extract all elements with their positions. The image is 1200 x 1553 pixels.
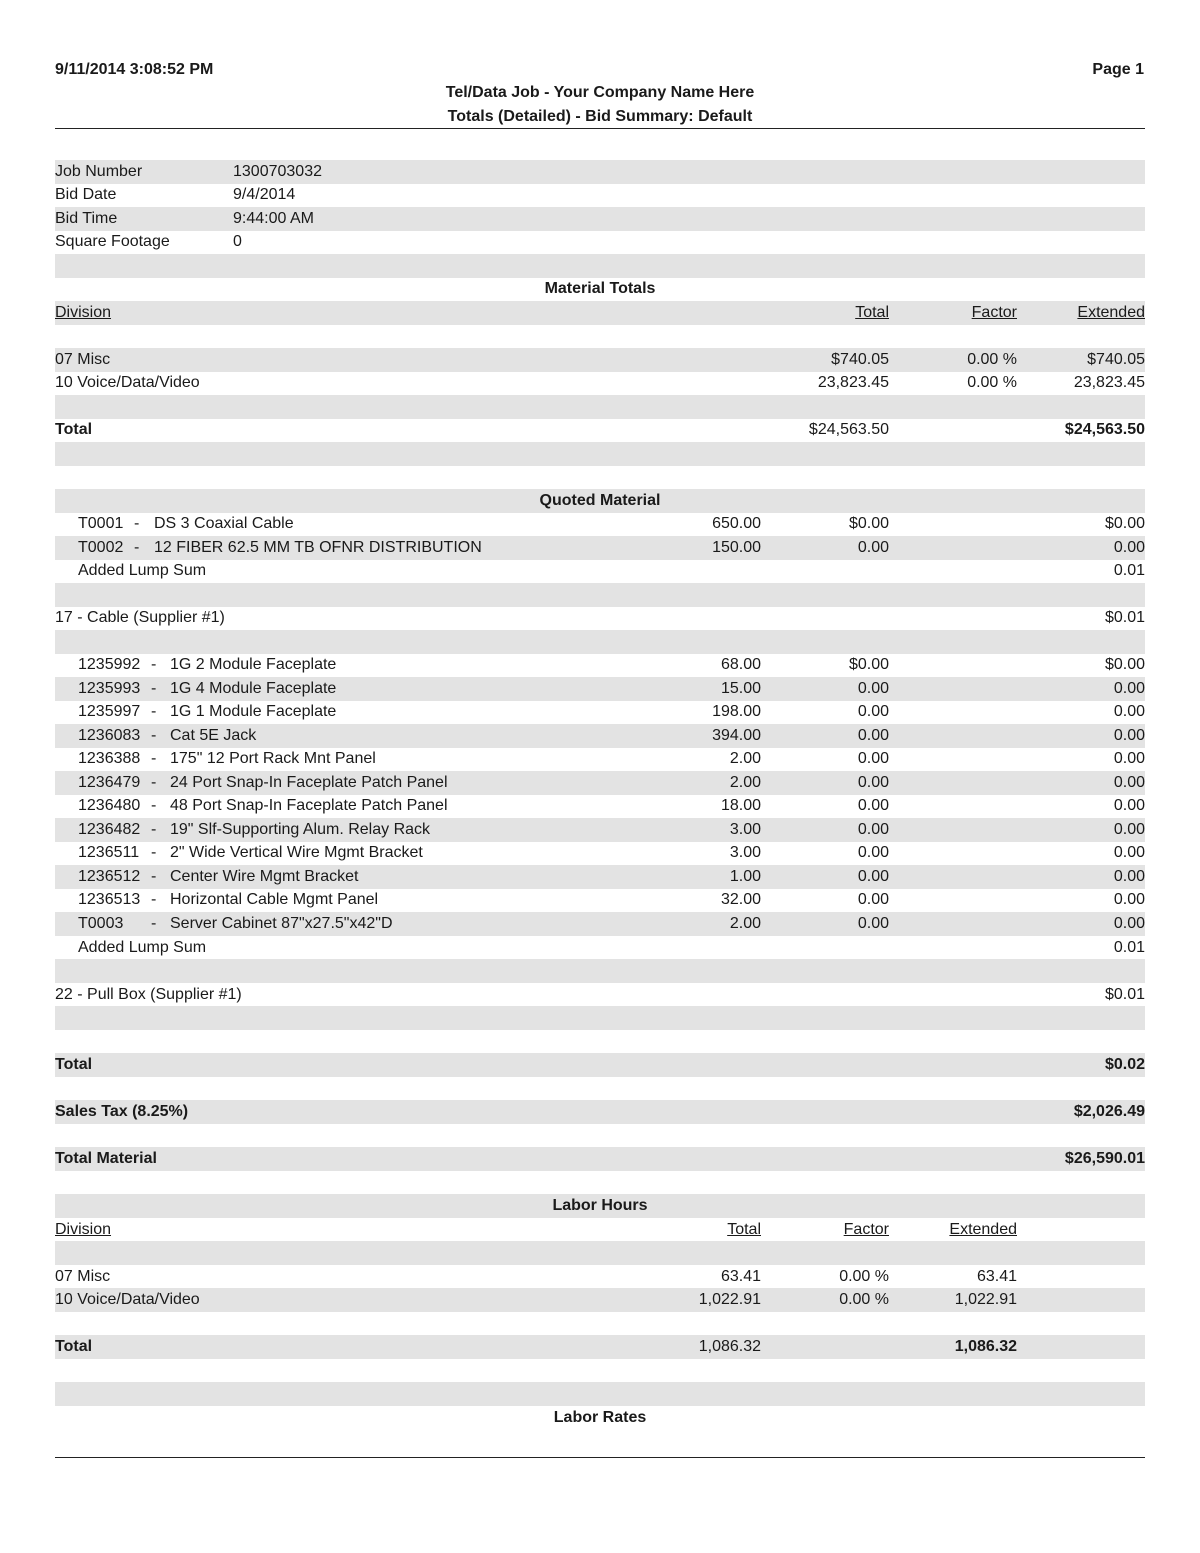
item-quantity: 2.00 (729, 914, 761, 932)
item-price: 0.00 (857, 844, 889, 861)
item-price: 0.00 (857, 820, 889, 838)
item-quantity: 18.00 (720, 797, 761, 814)
item-code: 1236083 (78, 726, 141, 744)
item-price: 0.00 (857, 773, 889, 791)
item-quantity: 2.00 (729, 773, 761, 791)
item-extended: $0.00 (1104, 515, 1145, 532)
item-quantity: 32.00 (720, 891, 761, 908)
item-quantity: 150.00 (712, 539, 761, 556)
supplier-subtotal-value: $0.01 (1104, 986, 1145, 1003)
lump-sum-value: 0.01 (1113, 939, 1145, 956)
sales-tax-label: Sales Tax (8.25%) (55, 1103, 189, 1120)
total-label: Total (55, 1338, 93, 1355)
item-description: 2" Wide Vertical Wire Mgmt Bracket (170, 844, 423, 861)
item-code: T0001 (78, 515, 124, 532)
supplier-subtotal-label: 17 - Cable (Supplier #1) (55, 609, 225, 626)
column-header-factor: Factor (971, 304, 1017, 321)
column-header-division: Division (55, 304, 112, 321)
division-name: 10 Voice/Data/Video (55, 1291, 200, 1308)
division-factor: 0.00 % (839, 1291, 889, 1308)
item-price: 0.00 (857, 891, 889, 908)
division-name: 10 Voice/Data/Video (55, 374, 200, 391)
item-separator: - (134, 539, 140, 556)
item-description: DS 3 Coaxial Cable (154, 515, 294, 532)
item-separator: - (151, 773, 157, 791)
sales-tax-value: $2,026.49 (1073, 1103, 1145, 1120)
item-extended: 0.00 (1113, 539, 1145, 556)
division-extended: $740.05 (1087, 351, 1145, 368)
column-header-total: Total (727, 1221, 761, 1238)
item-extended: 0.00 (1113, 703, 1145, 720)
item-price: 0.00 (857, 914, 889, 932)
item-price: 0.00 (857, 679, 889, 697)
footer-divider (55, 1457, 1145, 1458)
item-separator: - (151, 844, 157, 861)
division-total: 1,022.91 (698, 1291, 761, 1308)
column-header-total: Total (855, 304, 889, 321)
item-price: 0.00 (857, 703, 889, 720)
item-code: 1236480 (78, 797, 141, 814)
item-price: 0.00 (857, 797, 889, 814)
total-extended: 1,086.32 (954, 1338, 1017, 1355)
division-total: 23,823.45 (817, 374, 889, 391)
item-code: 1236388 (78, 750, 141, 767)
total-value: 1,086.32 (698, 1338, 761, 1355)
division-name: 07 Misc (55, 351, 111, 368)
section-title: Labor Hours (552, 1197, 648, 1214)
labor-rates-title: Labor Rates (553, 1409, 647, 1426)
lump-sum-value: 0.01 (1113, 562, 1145, 579)
item-separator: - (151, 679, 157, 697)
item-separator: - (151, 703, 157, 720)
column-header-extended: Extended (949, 1221, 1017, 1238)
division-extended: 63.41 (976, 1268, 1017, 1285)
item-code: 1236482 (78, 820, 141, 838)
item-price: 0.00 (857, 539, 889, 556)
item-code: 1235992 (78, 656, 141, 673)
item-separator: - (134, 515, 140, 532)
item-quantity: 3.00 (729, 844, 761, 861)
bid-date-label: Bid Date (55, 186, 117, 203)
total-material-label: Total Material (55, 1150, 157, 1167)
item-code: 1236512 (78, 867, 141, 885)
item-quantity: 3.00 (729, 820, 761, 838)
item-separator: - (151, 750, 157, 767)
header-divider (55, 128, 1145, 129)
total-label: Total (55, 421, 93, 438)
item-separator: - (151, 891, 157, 908)
item-quantity: 198.00 (712, 703, 761, 720)
column-header-factor: Factor (843, 1221, 889, 1238)
report-title: Tel/Data Job - Your Company Name Here (445, 84, 755, 101)
item-separator: - (151, 867, 157, 885)
item-extended: 0.00 (1113, 891, 1145, 908)
item-description: Server Cabinet 87"x27.5"x42"D (170, 914, 393, 932)
division-extended: 1,022.91 (954, 1291, 1017, 1308)
item-code: T0003 (78, 914, 124, 932)
item-extended: 0.00 (1113, 750, 1145, 767)
item-price: $0.00 (848, 656, 889, 673)
lump-sum-label: Added Lump Sum (78, 939, 207, 956)
item-code: 1235993 (78, 679, 141, 697)
page-number: Page 1 (1092, 61, 1144, 78)
item-price: 0.00 (857, 867, 889, 885)
item-extended: 0.00 (1113, 820, 1145, 838)
division-factor: 0.00 % (967, 351, 1017, 368)
item-description: 24 Port Snap-In Faceplate Patch Panel (170, 773, 448, 791)
item-quantity: 2.00 (729, 750, 761, 767)
item-quantity: 394.00 (712, 726, 761, 744)
section-title: Material Totals (544, 280, 656, 297)
item-description: 1G 4 Module Faceplate (170, 679, 337, 697)
item-extended: 0.00 (1113, 844, 1145, 861)
column-header-extended: Extended (1077, 304, 1145, 321)
division-total: 63.41 (720, 1268, 761, 1285)
total-material-value: $26,590.01 (1064, 1150, 1145, 1167)
bid-time-value: 9:44:00 AM (233, 210, 314, 227)
item-code: 1236513 (78, 891, 141, 908)
item-price: $0.00 (848, 515, 889, 532)
item-price: 0.00 (857, 750, 889, 767)
item-extended: 0.00 (1113, 773, 1145, 791)
item-code: 1235997 (78, 703, 141, 720)
supplier-subtotal-label: 22 - Pull Box (Supplier #1) (55, 986, 242, 1003)
item-extended: 0.00 (1113, 867, 1145, 885)
item-price: 0.00 (857, 726, 889, 744)
division-factor: 0.00 % (967, 374, 1017, 391)
job-number-label: Job Number (55, 163, 143, 180)
item-extended: 0.00 (1113, 679, 1145, 697)
item-separator: - (151, 726, 157, 744)
item-quantity: 15.00 (720, 679, 761, 697)
item-code: 1236479 (78, 773, 141, 791)
report-subtitle: Totals (Detailed) - Bid Summary: Default (447, 108, 753, 125)
item-quantity: 68.00 (720, 656, 761, 673)
total-value: $24,563.50 (808, 421, 889, 438)
item-quantity: 1.00 (729, 867, 761, 885)
item-description: Horizontal Cable Mgmt Panel (170, 891, 379, 908)
job-number-value: 1300703032 (233, 163, 322, 180)
item-description: 19" Slf-Supporting Alum. Relay Rack (170, 820, 431, 838)
item-separator: - (151, 656, 157, 673)
item-extended: 0.00 (1113, 797, 1145, 814)
item-code: T0002 (78, 539, 124, 556)
item-description: Cat 5E Jack (170, 726, 257, 744)
item-description: 48 Port Snap-In Faceplate Patch Panel (170, 797, 448, 814)
quoted-total-value: $0.02 (1104, 1056, 1145, 1073)
column-header-division: Division (55, 1221, 112, 1238)
item-description: 1G 1 Module Faceplate (170, 703, 337, 720)
report-datetime: 9/11/2014 3:08:52 PM (55, 61, 214, 78)
item-separator: - (151, 820, 157, 838)
square-footage-value: 0 (233, 233, 242, 250)
lump-sum-label: Added Lump Sum (78, 562, 207, 579)
item-extended: $0.00 (1104, 656, 1145, 673)
supplier-subtotal-value: $0.01 (1104, 609, 1145, 626)
item-quantity: 650.00 (712, 515, 761, 532)
section-title: Quoted Material (539, 492, 661, 509)
item-description: 175" 12 Port Rack Mnt Panel (170, 750, 376, 767)
item-code: 1236511 (78, 844, 140, 861)
division-total: $740.05 (831, 351, 889, 368)
item-separator: - (151, 914, 157, 932)
item-separator: - (151, 797, 157, 814)
total-extended: $24,563.50 (1064, 421, 1145, 438)
division-factor: 0.00 % (839, 1268, 889, 1285)
item-description: 12 FIBER 62.5 MM TB OFNR DISTRIBUTION (154, 539, 482, 556)
bid-date-value: 9/4/2014 (233, 186, 296, 203)
item-description: 1G 2 Module Faceplate (170, 656, 337, 673)
quoted-total-label: Total (55, 1056, 93, 1073)
bid-time-label: Bid Time (55, 210, 118, 227)
division-extended: 23,823.45 (1073, 374, 1145, 391)
division-name: 07 Misc (55, 1268, 111, 1285)
item-extended: 0.00 (1113, 914, 1145, 932)
item-extended: 0.00 (1113, 726, 1145, 744)
square-footage-label: Square Footage (55, 233, 170, 250)
item-description: Center Wire Mgmt Bracket (170, 867, 359, 885)
